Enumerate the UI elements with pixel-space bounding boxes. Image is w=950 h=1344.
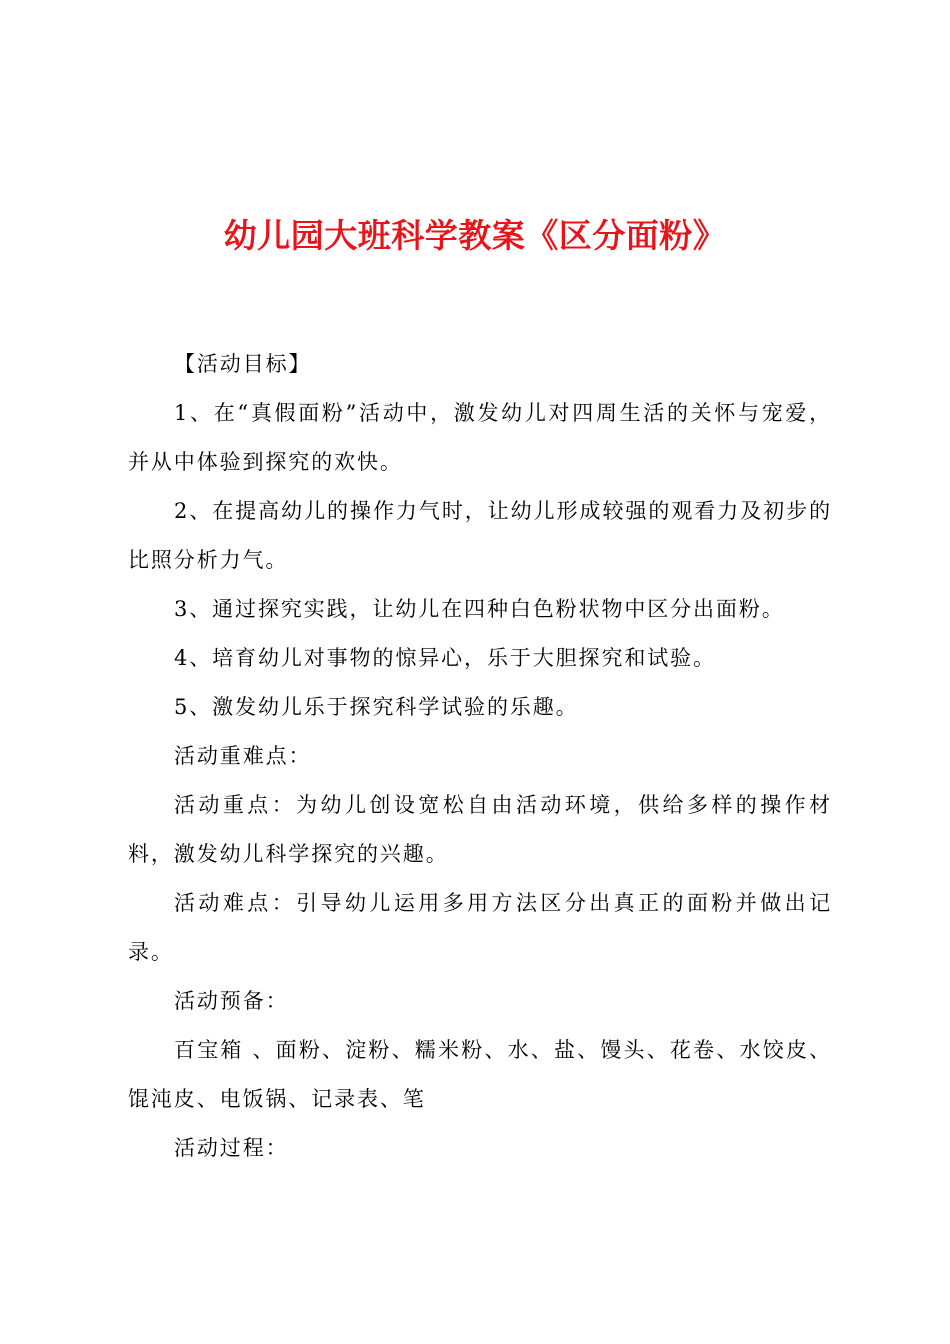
difficult-point-paragraph: 活动难点：引导幼儿运用多用方法区分出真正的面粉并做出记录。 bbox=[128, 891, 832, 964]
objective-item-4: 4、培育幼儿对事物的惊异心，乐于大胆探究和试验。 bbox=[174, 646, 716, 670]
section-heading-process: 活动过程： bbox=[174, 1136, 289, 1160]
objective-item-2: 2、在提高幼儿的操作力气时，让幼儿形成较强的观看力及初步的比照分析力气。 bbox=[128, 499, 832, 572]
objective-item-3: 3、通过探究实践，让幼儿在四种白色粉状物中区分出面粉。 bbox=[174, 597, 785, 621]
section-heading-preparation: 活动预备： bbox=[174, 989, 289, 1013]
document-body bbox=[128, 340, 832, 1173]
objective-item-1: 1、在“真假面粉”活动中，激发幼儿对四周生活的关怀与宠爱，并从中体验到探究的欢快。 bbox=[128, 401, 832, 474]
objective-item-5: 5、激发幼儿乐于探究科学试验的乐趣。 bbox=[174, 695, 579, 719]
key-point-paragraph: 活动重点：为幼儿创设宽松自由活动环境，供给多样的操作材料，激发幼儿科学探究的兴趣。 bbox=[128, 793, 832, 866]
materials-list-paragraph: 百宝箱 、面粉、淀粉、糯米粉、水、盐、馒头、花卷、水饺皮、馄沌皮、电饭锅、记录表、笔 bbox=[128, 1038, 832, 1111]
document-title: 幼儿园大班科学教案《区分面粉》 bbox=[223, 216, 727, 255]
section-heading-objectives: 【活动目标】 bbox=[174, 352, 312, 376]
section-heading-key-points: 活动重难点： bbox=[174, 744, 312, 768]
